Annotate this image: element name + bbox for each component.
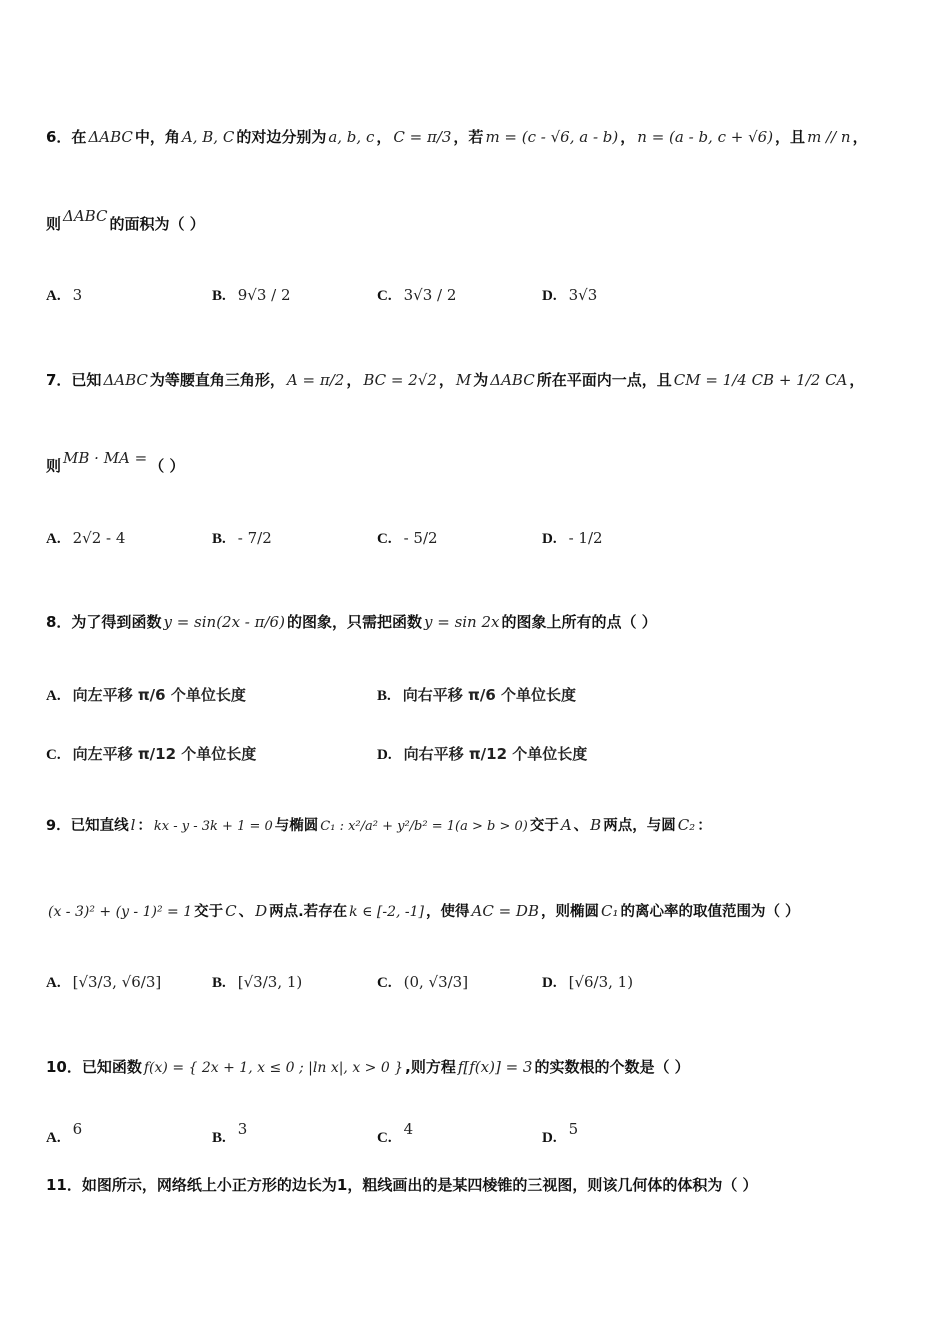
q9-math-circle-c2: C₂ <box>677 816 696 834</box>
q9-option-a[interactable] <box>46 973 161 992</box>
q9-math-ellipse: C₁ : x²/a² + y²/b² = 1(a > b > 0) <box>320 819 528 834</box>
q6-option-b-value: 9√3 / 2 <box>237 286 291 304</box>
q7-option-c-value: - 5/2 <box>403 529 438 547</box>
q8-option-a[interactable] <box>46 684 246 705</box>
q6-math-angles: A, B, C <box>181 128 235 146</box>
q6-option-b-label: B. <box>212 288 226 304</box>
q9-text-7: ： <box>697 818 712 834</box>
question-7-line-1 <box>46 370 864 390</box>
q9-line2-text-2: 、 <box>238 904 254 920</box>
q7-option-b-value: - 7/2 <box>237 529 272 547</box>
q9-text-3: 与椭圆 <box>274 818 319 834</box>
q10-math-piecewise-function: f(x) = { 2x + 1, x ≤ 0 ; |ln x|, x > 0 } <box>143 1060 404 1076</box>
q10-option-d[interactable] <box>542 1120 579 1147</box>
q10-option-a[interactable] <box>46 1120 83 1147</box>
q10-option-a-value: 6 <box>72 1120 83 1138</box>
q8-option-b-value: 向右平移 π/6 个单位长度 <box>402 686 576 704</box>
q8-text-1: 8．为了得到函数 <box>46 613 162 631</box>
q9-math-ellipse-c1: C₁ <box>600 902 619 920</box>
q7-math-vector-cm: CM = 1/4 CB + 1/2 CA <box>673 371 848 389</box>
q8-option-a-value: 向左平移 π/6 个单位长度 <box>72 686 246 704</box>
q7-line2-text-1: 则 <box>46 457 62 475</box>
q7-text-7: ， <box>849 371 865 389</box>
q9-line2-text-1: 交于 <box>194 904 224 920</box>
question-11-line-1 <box>46 1175 758 1195</box>
q7-option-a-label: A. <box>46 531 61 547</box>
q7-option-a-value: 2√2 - 4 <box>72 529 126 547</box>
q7-option-d[interactable] <box>542 529 603 548</box>
q9-math-line-equation: kx - y - 3k + 1 = 0 <box>153 819 273 834</box>
q9-text-1: 9．已知直线 <box>46 818 129 834</box>
question-9-line-2 <box>46 901 800 922</box>
q9-math-line-l: l <box>130 816 136 834</box>
q6-text-1: 6．在 <box>46 128 87 146</box>
q6-text-4: ， <box>376 128 392 146</box>
q6-option-b[interactable] <box>212 286 291 305</box>
q8-option-a-label: A. <box>46 688 61 704</box>
q10-option-c-label: C. <box>377 1130 392 1146</box>
q6-option-d-label: D. <box>542 288 557 304</box>
q9-math-point-a: A <box>560 816 572 834</box>
q9-option-d-value: [√6/3, 1) <box>568 973 634 991</box>
question-9-line-1 <box>46 815 712 837</box>
q10-text-1: 10．已知函数 <box>46 1058 142 1076</box>
q9-option-b-label: B. <box>212 975 226 991</box>
question-7-line-2 <box>46 449 185 476</box>
q6-math-angle-c: C = π/3 <box>393 128 452 146</box>
q7-option-b[interactable] <box>212 529 272 548</box>
q6-option-c-label: C. <box>377 288 392 304</box>
q8-text-2: 的图象，只需把函数 <box>286 613 422 631</box>
q8-option-b-label: B. <box>377 688 391 704</box>
q6-math-parallel: m // n <box>807 128 851 146</box>
q10-option-b-label: B. <box>212 1130 226 1146</box>
q9-line2-text-3: 两点.若存在 <box>269 904 348 920</box>
q6-option-c-value: 3√3 / 2 <box>403 286 457 304</box>
q6-text-7: ，且 <box>775 128 806 146</box>
q9-option-b-value: [√3/3, 1) <box>237 973 303 991</box>
q6-line2-text-2: 的面积为（ ） <box>109 215 205 233</box>
q6-text-8: ， <box>852 128 868 146</box>
q7-math-angle-a: A = π/2 <box>286 371 345 389</box>
q6-text-6: ， <box>620 128 636 146</box>
q10-option-a-label: A. <box>46 1130 61 1146</box>
q9-option-a-value: [√3/3, √6/3] <box>72 973 162 991</box>
q10-text-3: 的实数根的个数是（ ） <box>534 1058 690 1076</box>
q10-text-2: ,则方程 <box>405 1058 456 1076</box>
q7-text-1: 7．已知 <box>46 371 102 389</box>
q9-text-6: 两点，与圆 <box>603 818 676 834</box>
question-6-line-1 <box>46 127 868 147</box>
q7-option-b-label: B. <box>212 531 226 547</box>
q9-option-c[interactable] <box>377 973 468 992</box>
q9-option-c-label: C. <box>377 975 392 991</box>
q8-option-d-value: 向右平移 π/12 个单位长度 <box>403 745 588 763</box>
q6-line2-text-1: 则 <box>46 215 62 233</box>
q6-text-3: 的对边分别为 <box>236 128 327 146</box>
q6-text-2: 中，角 <box>134 128 180 146</box>
q9-math-point-c: C <box>225 902 237 920</box>
q6-math-vector-n: n = (a - b, c + √6) <box>637 128 774 146</box>
q8-option-d[interactable] <box>377 743 587 764</box>
q7-option-a[interactable] <box>46 529 125 548</box>
q7-math-triangle: ΔABC <box>103 371 148 389</box>
q6-option-a-label: A. <box>46 288 61 304</box>
q9-math-ac-db: AC = DB <box>471 902 539 920</box>
q8-option-b[interactable] <box>377 684 576 705</box>
q10-option-c[interactable] <box>377 1120 414 1147</box>
q9-math-k-range: k ∈ [-2, -1] <box>349 904 425 920</box>
q9-math-point-d: D <box>255 902 268 920</box>
q9-math-circle-equation: (x - 3)² + (y - 1)² = 1 <box>48 904 193 920</box>
q6-math-vector-m: m = (c - √6, a - b) <box>485 128 619 146</box>
q7-text-5: 为 <box>473 371 489 389</box>
q11-text: 11．如图所示，网络纸上小正方形的边长为1，粗线画出的是某四棱锥的三视图，则该几何体的体积为（ ） <box>46 1176 758 1194</box>
q9-line2-text-4: ，使得 <box>426 904 470 920</box>
q10-math-equation: f[f(x)] = 3 <box>457 1058 533 1076</box>
q6-option-d-value: 3√3 <box>568 286 598 304</box>
q9-option-d[interactable] <box>542 973 633 992</box>
q6-math-sides: a, b, c <box>328 128 375 146</box>
q7-option-c[interactable] <box>377 529 438 548</box>
q7-option-c-label: C. <box>377 531 392 547</box>
q9-option-d-label: D. <box>542 975 557 991</box>
q9-line2-text-5: ，则椭圆 <box>540 904 599 920</box>
q10-option-b[interactable] <box>212 1120 248 1147</box>
q8-option-c[interactable] <box>46 743 256 764</box>
q7-option-d-value: - 1/2 <box>568 529 603 547</box>
question-8-line-1 <box>46 612 657 632</box>
question-6-line-2 <box>46 207 205 234</box>
q9-text-5: 、 <box>573 818 589 834</box>
q9-text-4: 交于 <box>529 818 559 834</box>
q6-option-a-value: 3 <box>72 286 83 304</box>
q7-math-triangle-2: ΔABC <box>490 371 535 389</box>
q9-option-b[interactable] <box>212 973 302 992</box>
q10-option-d-value: 5 <box>568 1120 579 1138</box>
q10-option-d-label: D. <box>542 1130 557 1146</box>
q8-option-c-label: C. <box>46 747 61 763</box>
q6-text-5: ，若 <box>453 128 484 146</box>
q7-option-d-label: D. <box>542 531 557 547</box>
q6-line2-math-triangle: ΔABC <box>63 207 108 225</box>
q7-line2-math-dot: MB · MA = <box>63 449 148 467</box>
q10-option-c-value: 4 <box>403 1120 414 1138</box>
q7-text-6: 所在平面内一点，且 <box>536 371 672 389</box>
q8-text-3: 的图象上所有的点（ ） <box>501 613 657 631</box>
q10-option-b-value: 3 <box>237 1120 248 1138</box>
q9-text-2: ： <box>137 818 152 834</box>
q6-option-c[interactable] <box>377 286 456 305</box>
q8-math-source-function: y = sin 2x <box>423 613 500 631</box>
q9-line2-text-6: 的离心率的取值范围为（ ） <box>620 904 800 920</box>
q6-option-a[interactable] <box>46 286 82 305</box>
q7-math-point-m: M <box>455 371 472 389</box>
q8-option-d-label: D. <box>377 747 392 763</box>
q8-option-c-value: 向左平移 π/12 个单位长度 <box>72 745 257 763</box>
q7-text-4: ， <box>438 371 454 389</box>
question-10-line-1 <box>46 1057 690 1078</box>
q7-text-3: ， <box>346 371 362 389</box>
q9-option-c-value: (0, √3/3] <box>403 973 469 991</box>
q6-option-d[interactable] <box>542 286 597 305</box>
q9-math-point-b: B <box>590 816 602 834</box>
q7-text-2: 为等腰直角三角形， <box>149 371 285 389</box>
q9-option-a-label: A. <box>46 975 61 991</box>
q7-math-bc: BC = 2√2 <box>363 371 437 389</box>
q6-math-triangle: ΔABC <box>88 128 133 146</box>
q7-line2-text-2: （ ） <box>149 457 185 475</box>
q8-math-target-function: y = sin(2x - π/6) <box>163 613 285 631</box>
